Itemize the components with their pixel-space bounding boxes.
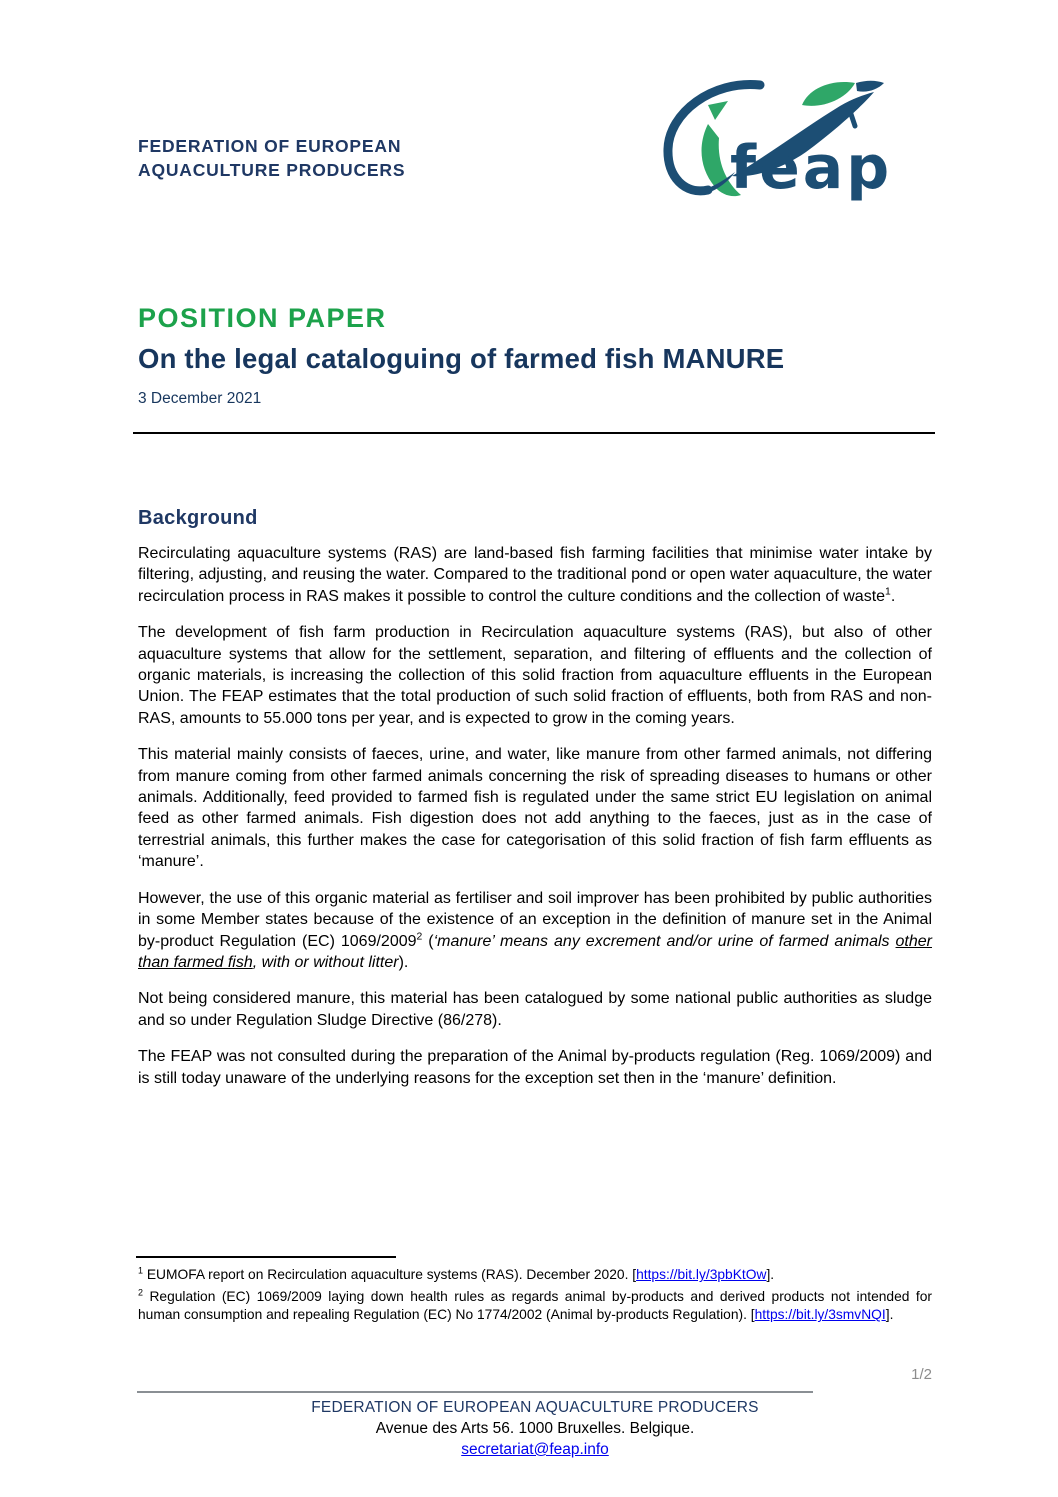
footnote-ref-1: 1 (885, 586, 891, 598)
footer (138, 1397, 932, 1460)
paragraph-5-text: Not being considered manure, this material has been catalogued by some national public authorities as sludge and so under Regulation Sludge Directive (86/278). (138, 990, 932, 1029)
section-heading-background: Background (138, 507, 258, 529)
paragraph-4-quote-underlined: other than farmed fish (138, 932, 932, 971)
footnote-2 (138, 1288, 932, 1325)
paragraph-6 (138, 1046, 932, 1089)
footnote-2-link[interactable]: https://bit.ly/3smvNQI (754, 1307, 886, 1323)
footnote-2-number: 2 (138, 1287, 143, 1297)
paragraph-4 (138, 888, 932, 974)
footer-address: Avenue des Arts 56. 1000 Bruxelles. Belgique. (375, 1420, 695, 1437)
letterhead-org-name (138, 134, 405, 182)
letterhead-org-line1: FEDERATION OF EUROPEAN (138, 136, 402, 156)
document-title: On the legal cataloguing of farmed fish MANURE (138, 343, 785, 374)
footnote-2-text: Regulation (EC) 1069/2009 laying down health rules as regards animal by-products and derived products not intended for human consumption and repealing Regulation (EC) No 1774/2002 (Animal by-products Regulation). [ (138, 1288, 932, 1323)
paragraph-6-text: The FEAP was not consulted during the preparation of the Animal by-products regulation (Reg. 1069/2009) and is still today unaware of the underlying reasons for the exception set then in the ‘manure’ definition. (138, 1048, 932, 1087)
body-text (138, 543, 932, 1104)
kicker-position-paper: POSITION PAPER (138, 303, 387, 333)
footnote-ref-2: 2 (416, 931, 423, 943)
title-divider (133, 432, 935, 434)
footnote-1-closing: ]. (766, 1267, 775, 1282)
paragraph-1-period: . (890, 587, 896, 605)
paragraph-4-text: However, the use of this organic material as fertiliser and soil improver has been prohibited by public authorities in some Member states because of the existence of an exception in the definition of manure set in the Animal by-product Regulation (EC) 1069/2009 (138, 889, 932, 950)
footer-org-name: FEDERATION OF EUROPEAN AQUACULTURE PRODUCERS (311, 1399, 759, 1416)
paragraph-2-text: The development of fish farm production in Recirculation aquaculture systems (RAS), but also of other aquaculture systems that allow for the settlement, separation, and filtering of effluents and the collection of organic materials, is increasing the collection of this solid fraction from aquaculture effluents in the European Union. The FEAP estimates that the total production of such solid fraction of effluents, both from RAS and non-RAS, amounts to 55.000 tons per year, and is expected to grow in the coming years. (138, 624, 932, 727)
paragraph-3 (138, 744, 932, 872)
footnote-1-link[interactable]: https://bit.ly/3pbKtOw (636, 1267, 767, 1282)
footer-email-link[interactable]: secretariat@feap.info (461, 1441, 609, 1458)
paragraph-3-text: This material mainly consists of faeces, urine, and water, like manure from other farmed animals, not differing from manure coming from other farmed animals concerning the risk of spreading diseases to humans or other animals. Additionally, feed provided to farmed fish is regulated under the same strict EU legislation on animal feed as other farmed animals. Fish digestion does not add anything to the faeces, just as in the case of terrestrial animals, this further makes the case for categorisation of this solid fraction of fish farm effluents as ‘manure’. (138, 746, 932, 871)
footnote-1-number: 1 (138, 1265, 143, 1276)
fish-logo-icon (656, 76, 904, 216)
paragraph-4-paren-open: ( (422, 932, 434, 950)
footnote-divider (136, 1256, 396, 1258)
paragraph-5 (138, 988, 932, 1031)
footnotes (138, 1256, 932, 1328)
paragraph-4-quote-italic: ‘manure’ means any excrement and/or urine of farmed animals (433, 932, 896, 950)
paragraph-4-paren-close: ). (398, 953, 409, 971)
logo-wordmark: feap (730, 133, 893, 203)
feap-logo (656, 76, 904, 216)
document-date: 3 December 2021 (138, 390, 262, 407)
page-number: 1/2 (911, 1366, 932, 1383)
footer-divider (137, 1391, 813, 1393)
paragraph-2 (138, 622, 932, 729)
footnote-1-text: EUMOFA report on Recirculation aquaculture systems (RAS). December 2020. [ (146, 1267, 637, 1282)
footnote-1 (138, 1266, 932, 1285)
paragraph-4-quote-italic-end: , with or without litter (252, 953, 399, 971)
letterhead-org-line2: AQUACULTURE PRODUCERS (138, 160, 406, 180)
paragraph-1 (138, 543, 932, 607)
paragraph-1-text: Recirculating aquaculture systems (RAS) are land-based fish farming facilities that minimise water intake by filtering, adjusting, and reusing the water. Compared to the traditional pond or open water aquaculture, the water recirculation process in RAS makes it possible to control the culture conditions and the collection of waste (138, 545, 932, 605)
footnote-2-closing: ]. (885, 1307, 894, 1323)
